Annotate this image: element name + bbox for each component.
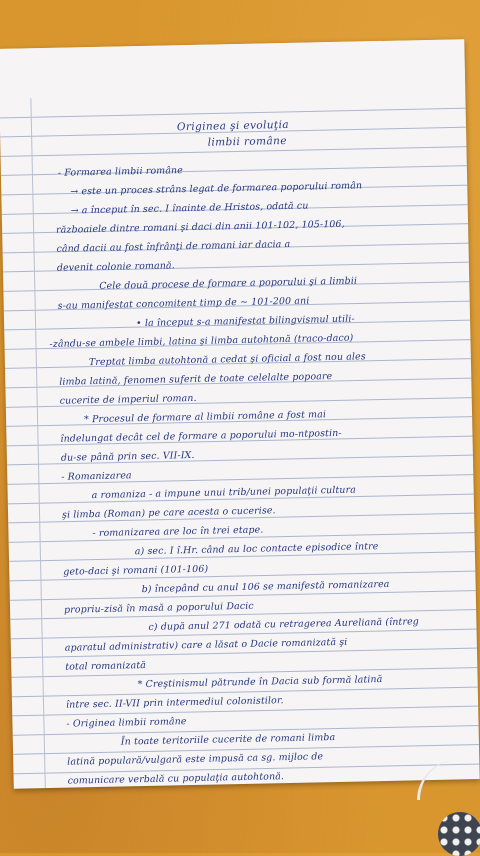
text-line: a) sec. I î.Hr. când au loc contacte episodice între bbox=[134, 541, 379, 558]
text-line: s-au manifestat concomitent timp de ~ 101-200 ani bbox=[57, 295, 310, 312]
page-subtitle: limbii române bbox=[207, 134, 288, 149]
text-line: → a început în sec. I înainte de Hristos, odată cu bbox=[70, 200, 309, 217]
text-line: - Originea limbii române bbox=[66, 716, 187, 730]
notebook-page bbox=[0, 39, 480, 789]
margin-line bbox=[29, 48, 45, 788]
page-title: Originea şi evoluţia bbox=[176, 118, 290, 134]
text-line: limba latină, fenomen suferit de toate celelalte popoare bbox=[59, 371, 333, 388]
polka-dot-object bbox=[438, 812, 480, 856]
text-line: comunicare verbală cu populaţia autohtonă. bbox=[67, 771, 285, 787]
text-line: între sec. II-VII prin intermediul colonistilor. bbox=[65, 695, 284, 711]
text-line: du-se până prin sec. VII-IX. bbox=[60, 449, 195, 464]
text-line: Cele două procese de formare a poporului şi a limbii bbox=[99, 275, 358, 292]
text-line: b) începând cu anul 106 se manifestă romanizarea bbox=[141, 578, 390, 596]
text-line: latină populară/vulgară este impusă ca sg. mijloc de bbox=[67, 751, 324, 768]
text-line: propriu-zisă în masă a poporului Dacic bbox=[63, 600, 254, 616]
text-line: - romanizarea are loc în trei etape. bbox=[92, 524, 264, 540]
text-line: a romaniza - a impune unui trib/unei populaţii cultura bbox=[91, 484, 357, 502]
page-header-area bbox=[0, 39, 465, 99]
text-line: războaiele dintre romani şi daci din anii 101-102, 105-106, bbox=[55, 218, 345, 236]
text-line: aparatul administrativ) care a lăsat o Dacie romanizată şi bbox=[64, 636, 348, 654]
text-line: când dacii au fost înfrânţi de romani iar dacia a bbox=[56, 238, 291, 255]
text-line: Treptat limba autohtonă a cedat şi oficial a fost nou ales bbox=[88, 351, 366, 369]
text-line: geto-daci şi romani (101-106) bbox=[63, 563, 209, 578]
text-line: cucerite de imperiul roman. bbox=[59, 392, 197, 407]
text-line: - Formarea limbii române bbox=[57, 165, 184, 179]
text-line: • la început s-a manifestat bilingvismul utili- bbox=[135, 313, 355, 330]
text-line: -zându-se ambele limbi, latina şi limba autohtonă (traco-daco) bbox=[49, 332, 354, 350]
text-line: * Procesul de formare al limbii române a fost mai bbox=[83, 409, 327, 426]
text-line: În toate teritoriile cucerite de romani limba bbox=[120, 732, 336, 748]
text-line: c) după anul 271 odată cu retragerea Aureliană (întreg bbox=[148, 616, 420, 633]
text-line: şi limba (Roman) pe care acesta o cucerise. bbox=[61, 505, 276, 521]
text-line: îndelungat decât cel de formare a poporului mo-ntpostin- bbox=[60, 427, 342, 445]
text-line: → este un proces strâns legat de formarea poporului român bbox=[70, 180, 363, 198]
text-line: total romanizată bbox=[65, 660, 147, 673]
text-line: - Romanizarea bbox=[61, 470, 132, 483]
text-line: devenit colonie romană. bbox=[56, 260, 175, 274]
text-line: * Creştinismul pătrunde în Dacia sub formă latină bbox=[137, 674, 383, 691]
